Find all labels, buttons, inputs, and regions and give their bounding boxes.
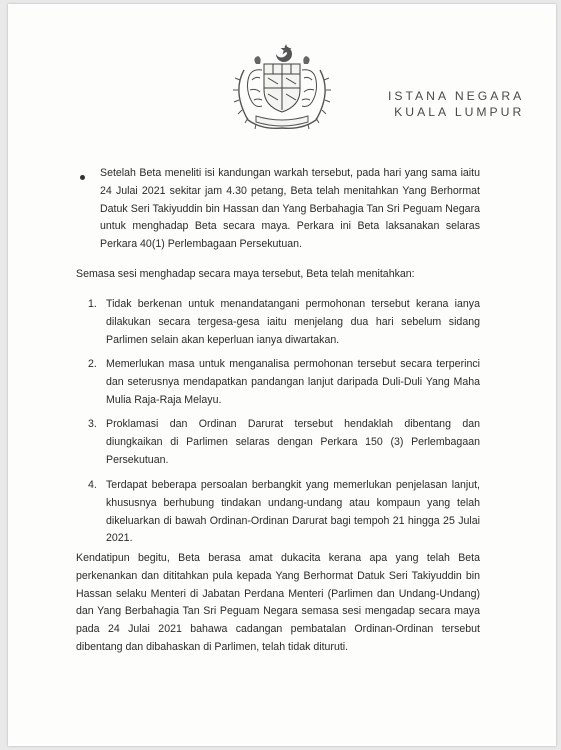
list-item-number: 3. — [88, 418, 97, 430]
list-item-text: Proklamasi dan Ordinan Darurat tersebut hendaklah dibentang dan diungkaikan di Parlimen selaras dengan Perkara 150 (3) Perlembagaan Persekutuan. — [106, 418, 480, 466]
bullet-paragraph: Setelah Beta meneliti isi kandungan warkah tersebut, pada hari yang sama iaitu 24 Julai 2021 sekitar jam 4.30 petang, Beta telah menitahkan Yang Berhormat Datuk Seri Takiyuddin bin Hassan dan Yang Berbahagia Tan Sri Peguam Negara untuk menghadap Beta secara maya. Perkara ini Beta laksanakan selaras Perkara 40(1) Perlembagaan Persekutuan. — [100, 167, 480, 251]
closing-paragraph: Kendatipun begitu, Beta berasa amat dukacita kerana apa yang telah Beta perkenankan dan dititahkan pula kepada Yang Berhormat Datuk Seri Takiyuddin bin Hassan selaku Menteri di Jabatan Perdana Menteri (Parlimen dan Undang-Undang) dan Yang Berbahagia Tan Sri Peguam Negara semasa sesi mengadap secara maya pada 24 Julai 2021 bahawa cadangan pembatalan Ordinan-Ordinan tersebut dibentang dan dibahaskan di Parlimen, telah tidak dituruti. — [76, 552, 480, 653]
list-item-number: 4. — [88, 479, 97, 491]
list-item-number: 2. — [88, 358, 97, 370]
letterhead — [388, 88, 524, 120]
list-item-text: Memerlukan masa untuk menganalisa permohonan tersebut secara terperinci dan seterusnya mendapatkan pandangan lanjut daripada Duli-Duli Yang Maha Mulia Raja-Raja Melayu. — [106, 358, 480, 406]
list-item-number: 1. — [88, 298, 97, 310]
document-page — [8, 4, 556, 746]
letterhead-line1: ISTANA NEGARA — [388, 89, 525, 103]
letterhead-line2: KUALA LUMPUR — [394, 105, 525, 119]
list-item-text: Tidak berkenan untuk menandatangani permohonan tersebut kerana ianya dilakukan secara tergesa-gesa iaitu menjelang dua hari sebelum sidang Parlimen selain akan keperluan ianya diwartakan. — [106, 298, 480, 346]
intro-paragraph: Semasa sesi menghadap secara maya tersebut, Beta telah menitahkan: — [76, 268, 415, 280]
list-item-text: Terdapat beberapa persoalan berbangkit yang memerlukan penjelasan lanjut, khususnya berhubung tindakan undang-undang atau kompaun yang telah dikeluarkan di bawah Ordinan-Ordinan Darurat bagi tempoh 21 hingga 25 Julai 2021. — [106, 479, 480, 545]
coat-of-arms-icon — [226, 40, 338, 132]
bullet-icon — [80, 175, 85, 180]
